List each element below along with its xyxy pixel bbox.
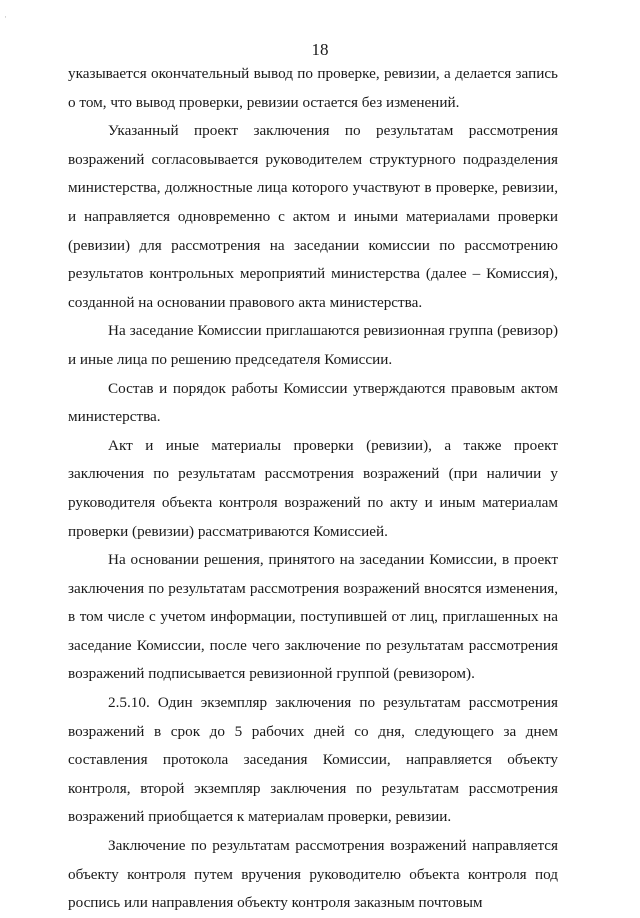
paragraph-5: Акт и иные материалы проверки (ревизии), а также проект заключения по результатам рассмотрения возражений (при наличии у руководителя объекта контроля возражений по акту и иным материалам проверки (ревизии) рассматриваются Комиссией. [68,436,558,540]
paragraph-1: указывается окончательный вывод по проверке, ревизии, а делается запись о том, что вывод проверки, ревизии остается без изменений. [68,65,558,111]
margin-mark: · [4,12,7,22]
document-body [68,60,558,918]
paragraph-6: На основании решения, принятого на заседании Комиссии, в проект заключения по результатам рассмотрения возражений вносятся изменения, в том числе с учетом информации, поступившей от лиц, приглашенных на заседание Комиссии, после чего заключение по результатам рассмотрения возражений подписывается ревизионной группой (ревизором). [68,551,558,683]
paragraph-8: Заключение по результатам рассмотрения возражений направляется объекту контроля путем вручения руководителю объекта контроля под роспись или направления объекту контроля заказным почтовым [68,837,558,912]
page-number: 18 [311,40,329,59]
paragraph-4: Состав и порядок работы Комиссии утверждаются правовым актом министерства. [68,379,558,426]
paragraph-7: 2.5.10. Один экземпляр заключения по результатам рассмотрения возражений в срок до 5 рабочих дней со дня, следующего за днем составления протокола заседания Комиссии, направляется объекту контроля, второй экземпляр заключения по результатам рассмотрения возражений приобщается к материалам проверки, ревизии. [68,694,558,826]
paragraph-3: На заседание Комиссии приглашаются ревизионная группа (ревизор) и иные лица по решению председателя Комиссии. [68,322,558,368]
paragraph-2: Указанный проект заключения по результатам рассмотрения возражений согласовывается руководителем структурного подразделения министерства, должностные лица которого участвуют в проверке, ревизии, и направляется одновременно с актом и иными материалами проверки (ревизии) для рассмотрения на заседании комиссии по рассмотрению результатов контрольных мероприятий министерства (далее – Комиссия), созданной на основании правового акта министерства. [68,122,558,311]
